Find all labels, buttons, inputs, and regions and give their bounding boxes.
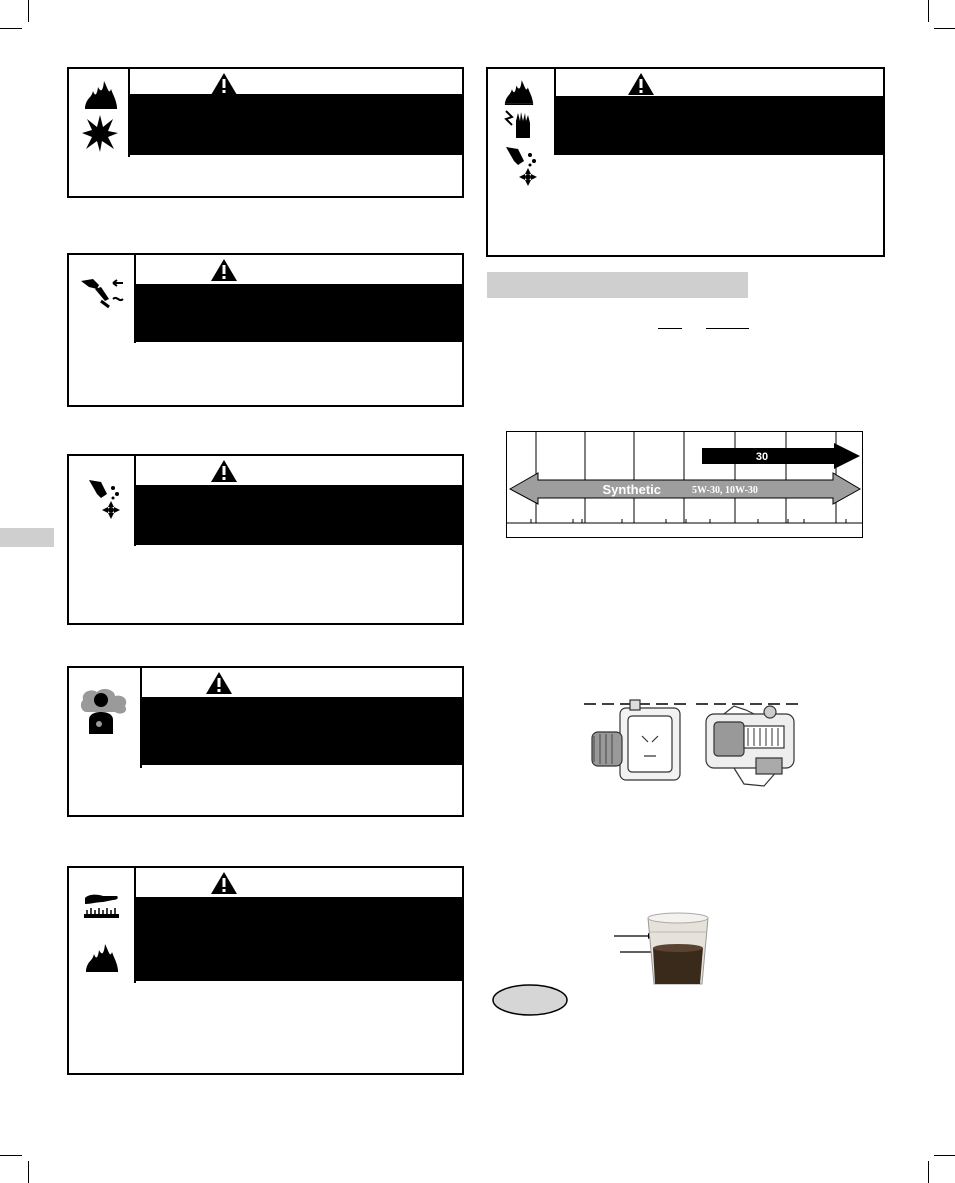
warning-box-fire-shock-rotating — [486, 67, 885, 257]
crop-mark — [934, 1155, 955, 1156]
crop-mark — [934, 28, 955, 29]
explosion-icon — [81, 113, 119, 153]
warning-text-bar — [556, 96, 883, 155]
synthetic-label: Synthetic — [602, 482, 661, 497]
crop-mark — [0, 28, 22, 29]
warning-box-carbon-monoxide — [67, 666, 464, 817]
warning-triangle-icon — [210, 459, 238, 483]
warning-icon-column — [69, 69, 130, 157]
warning-triangle-icon — [627, 72, 655, 96]
crop-mark — [28, 1161, 29, 1183]
section-tab — [0, 528, 54, 547]
fuel-mix-cup-illustration — [612, 908, 714, 990]
toxic-fumes-icon — [79, 688, 131, 736]
crop-mark — [28, 0, 29, 22]
oil-viscosity-chart — [506, 431, 863, 538]
warning-triangle-icon — [210, 871, 238, 895]
warning-box-rotating-parts — [67, 454, 464, 625]
fire-icon — [83, 75, 119, 109]
oil-chart-svg — [506, 431, 863, 538]
warning-text-bar — [134, 485, 462, 545]
rotating-parts-hand-icon — [87, 476, 123, 520]
warning-triangle-icon — [210, 72, 238, 96]
synthetic-grades: 5W-30, 10W-30 — [692, 485, 758, 496]
warning-icon-column — [488, 69, 558, 189]
warning-text-bar — [140, 697, 462, 765]
warning-text-bar — [128, 94, 462, 155]
warning-box-hot-surface — [67, 866, 464, 1075]
hot-surface-icon — [83, 888, 121, 920]
kickback-hand-icon — [79, 275, 125, 309]
underline-mark — [658, 328, 682, 329]
engine-front-view — [592, 700, 680, 780]
warning-triangle-icon — [210, 258, 238, 282]
section-heading-bar — [487, 272, 748, 298]
underline-mark — [706, 328, 749, 329]
warning-box-fire-explosion — [67, 67, 464, 198]
fire-icon — [84, 938, 120, 972]
note-oval — [491, 982, 569, 1018]
crop-mark — [928, 1161, 929, 1183]
engine-level-illustration — [584, 698, 806, 790]
crop-mark — [0, 1155, 22, 1156]
warning-box-kickback — [67, 253, 464, 407]
warning-icon-column — [69, 255, 136, 343]
rotating-parts-hand-icon — [504, 143, 540, 187]
fire-icon — [502, 75, 536, 105]
warning-icon-column — [69, 668, 142, 768]
crop-mark — [928, 0, 929, 22]
warning-icon-column — [69, 456, 136, 546]
warning-triangle-icon — [205, 671, 233, 695]
warning-text-bar — [134, 284, 462, 342]
warning-text-bar — [134, 897, 462, 981]
electric-shock-hand-icon — [502, 109, 536, 139]
grade-30-label: 30 — [755, 451, 769, 463]
warning-icon-column — [69, 868, 136, 983]
engine-side-view — [706, 706, 794, 786]
